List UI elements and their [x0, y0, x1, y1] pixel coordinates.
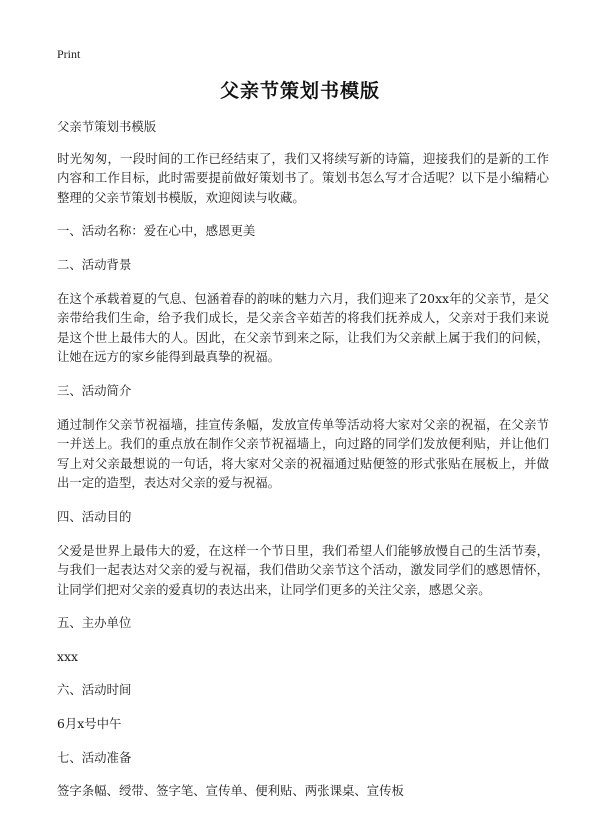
section-heading-activity-name: 一、活动名称：爱在心中，感恩更美 [57, 223, 256, 239]
section-heading-background: 二、活动背景 [57, 256, 132, 272]
section-heading-preparation: 七、活动准备 [57, 749, 132, 765]
section-body-purpose: 父爱是世界上最伟大的爱，在这样一个节日里，我们希望人们能够放慢自己的生活节奏，与我们一起表达对父亲的爱与祝福，我们借助父亲节这个活动，激发同学们的感恩情怀，让同学们把对父亲的爱真切的表达出来，让同学们更多的关注父亲，感恩父亲。 [57, 542, 549, 597]
section-heading-purpose: 四、活动目的 [57, 508, 132, 524]
intro-paragraph: 时光匆匆，一段时间的工作已经结束了，我们又将续写新的诗篇，迎接我们的是新的工作内容和工作目标，此时需要提前做好策划书了。策划书怎么写才合适呢？以下是小编精心整理的父亲节策划书模版，欢迎阅读与收藏。 [57, 150, 549, 205]
document-title: 父亲节策划书模版 [219, 80, 380, 102]
section-body-intro: 通过制作父亲节祝福墙，挂宣传条幅，发放宣传单等活动将大家对父亲的祝福，在父亲节一并送上。我们的重点放在制作父亲节祝福墙上，向过路的同学们发放便利贴，并让他们写上对父亲最想说的一句话，将大家对父亲的祝福通过贴便签的形式张贴在展板上，并做出一定的造型，表达对父亲的爱与祝福。 [57, 416, 549, 491]
section-body-time: 6月x号中午 [57, 716, 122, 732]
print-link[interactable]: Print [57, 47, 81, 61]
section-body-preparation: 签字条幅、绶带、签字笔、宣传单、便利贴、两张课桌、宣传板 [57, 783, 404, 799]
section-body-background: 在这个承载着夏的气息、包涵着春的韵味的魅力六月，我们迎来了20xx年的父亲节，是父亲带给我们生命，给予我们成长，是父亲含辛茹苦的将我们抚养成人，父亲对于我们来说是这个世上最伟大的人。因此，在父亲节到来之际，让我们为父亲献上属于我们的问候，让她在远方的家乡能得到最真挚的祝福。 [57, 290, 549, 365]
document-body [57, 117, 549, 815]
section-heading-intro: 三、活动简介 [57, 382, 132, 398]
document-subtitle: 父亲节策划书模版 [57, 119, 157, 134]
section-heading-organizer: 五、主办单位 [57, 615, 132, 631]
section-heading-time: 六、活动时间 [57, 682, 132, 698]
section-body-organizer: xxx [57, 648, 78, 664]
